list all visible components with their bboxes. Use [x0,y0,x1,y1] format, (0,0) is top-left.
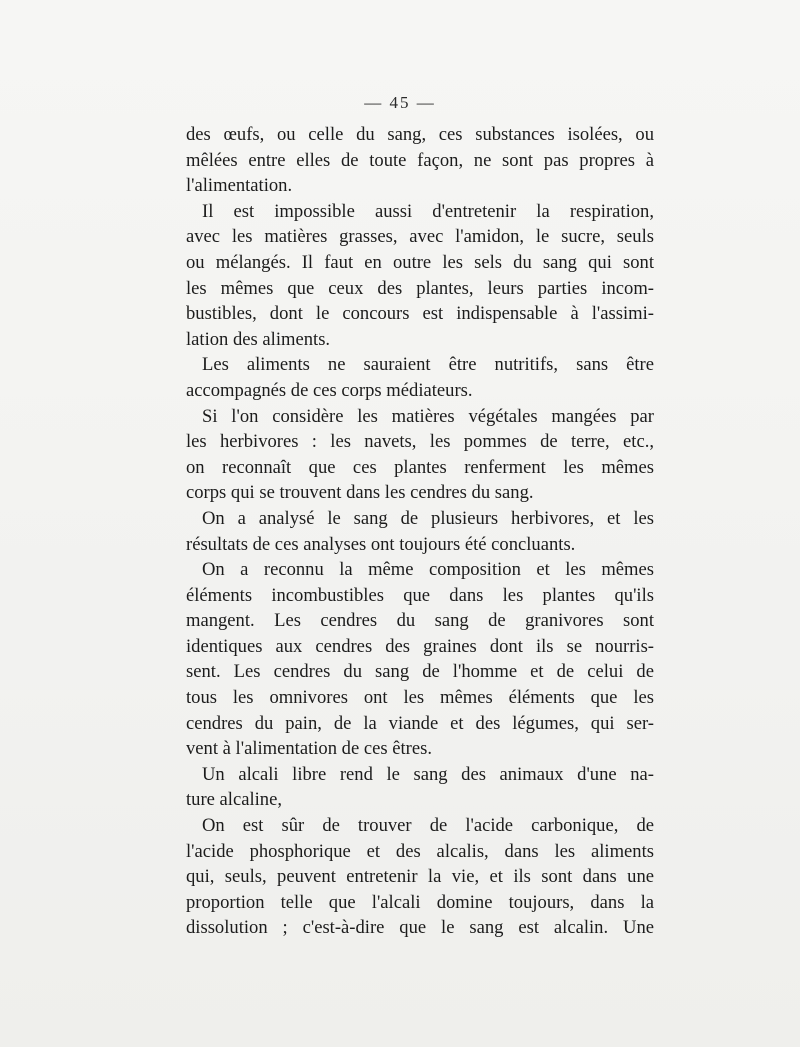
text-line: vent à l'alimentation de ces êtres. [186,738,433,760]
text-line: identiques aux cendres des graines dont ils se nourris- [186,635,654,657]
text-line: ou mélangés. Il faut en outre les sels du sang qui sont [186,251,654,273]
text-line: les herbivores : les navets, les pommes de terre, etc., [186,431,654,453]
text-line: tous les omnivores ont les mêmes éléments que les [186,687,654,709]
text-line: On a reconnu la même composition et les mêmes [202,559,654,581]
text-line: résultats de ces analyses ont toujours été concluants. [186,533,576,555]
text-line: l'acide phosphorique et des alcalis, dans les aliments [186,840,654,862]
text-line: les mêmes que ceux des plantes, leurs parties incom- [186,277,654,299]
text-line: Si l'on considère les matières végétales mangées par [202,405,654,427]
page-number: — 45 — [364,93,436,112]
text-line: sent. Les cendres du sang de l'homme et de celui de [186,661,654,683]
text-line: qui, seuls, peuvent entretenir la vie, et ils sont dans une [186,866,654,888]
text-line: Il est impossible aussi d'entretenir la respiration, [202,200,654,222]
text-line: accompagnés de ces corps médiateurs. [186,379,473,401]
text-line: on reconnaît que ces plantes renferment les mêmes [186,456,654,478]
text-line: ture alcaline, [186,789,283,811]
text-line: lation des aliments. [186,328,331,350]
text-line: bustibles, dont le concours est indispensable à l'assimi- [186,303,654,325]
text-line: avec les matières grasses, avec l'amidon, le sucre, seuls [186,226,654,248]
text-line: mêlées entre elles de toute façon, ne sont pas propres à [186,149,654,171]
text-line: cendres du pain, de la viande et des légumes, qui ser- [186,712,654,734]
text-line: éléments incombustibles que dans les plantes qu'ils [186,584,654,606]
body-text [186,122,654,941]
text-line: On a analysé le sang de plusieurs herbivores, et les [202,507,654,529]
text-line: Les aliments ne sauraient être nutritifs, sans être [202,354,654,376]
text-line: mangent. Les cendres du sang de granivores sont [186,610,654,632]
text-line: des œufs, ou celle du sang, ces substances isolées, ou [186,124,654,145]
text-line: Un alcali libre rend le sang des animaux d'une na- [202,763,654,785]
text-line: l'alimentation. [186,175,293,197]
text-line: corps qui se trouvent dans les cendres du sang. [186,482,534,504]
text-line: On est sûr de trouver de l'acide carbonique, de [202,815,654,837]
text-line: dissolution ; c'est-à-dire que le sang est alcalin. Une [186,917,654,939]
text-line: proportion telle que l'alcali domine toujours, dans la [186,891,654,913]
